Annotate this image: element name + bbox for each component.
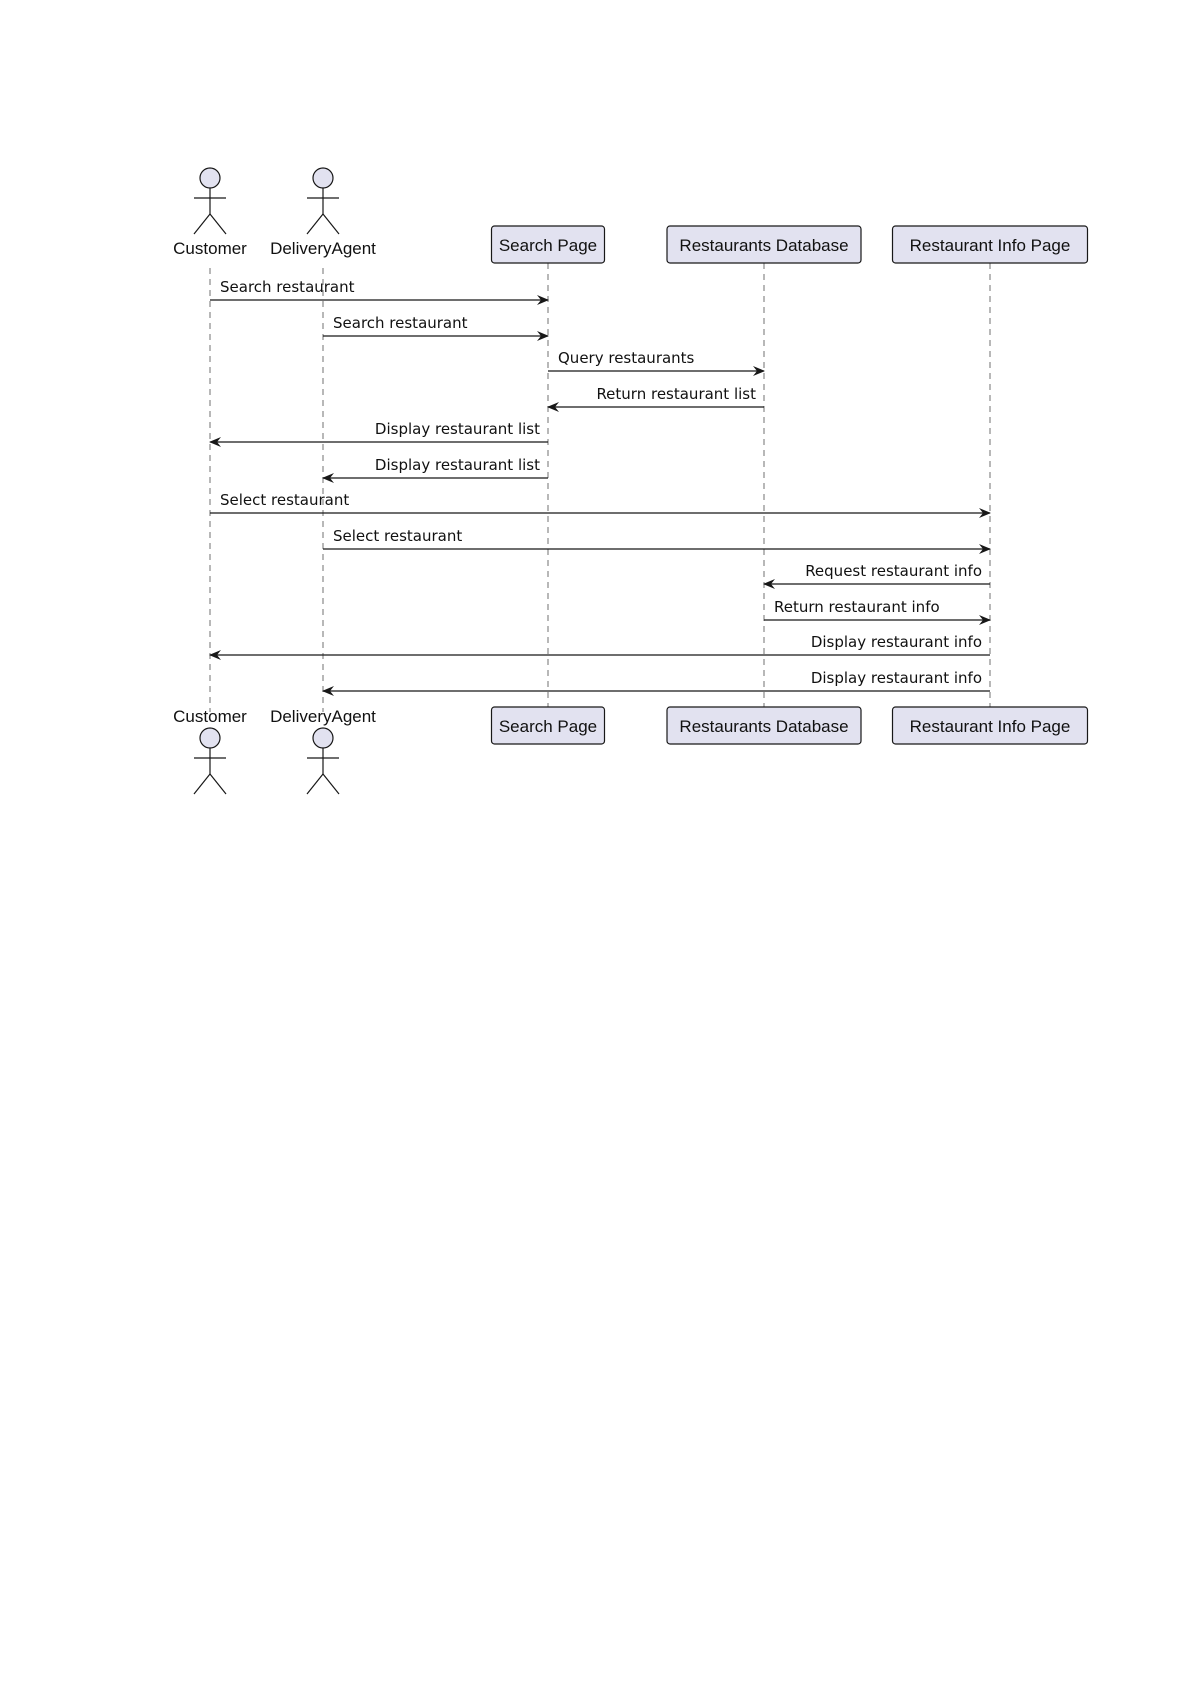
message-1 bbox=[210, 278, 548, 300]
participant-top-db bbox=[667, 226, 861, 263]
actor-left-leg bbox=[307, 214, 323, 234]
participant-bottom-search-label: Search Page bbox=[498, 717, 598, 736]
message-label: Search restaurant bbox=[220, 278, 355, 296]
actor-left-leg bbox=[307, 774, 323, 794]
message-10 bbox=[764, 598, 990, 620]
participant-bottom-customer bbox=[173, 707, 247, 794]
actor-right-leg bbox=[323, 774, 339, 794]
participant-top-customer bbox=[173, 168, 247, 258]
actor-head-icon bbox=[313, 728, 333, 748]
actor-right-leg bbox=[323, 214, 339, 234]
participant-top-agent bbox=[270, 168, 376, 258]
participant-bottom-info bbox=[893, 707, 1088, 744]
message-label: Return restaurant list bbox=[596, 385, 756, 403]
participant-top-agent-label: DeliveryAgent bbox=[270, 239, 376, 258]
actor-head-icon bbox=[200, 168, 220, 188]
participants-top bbox=[173, 168, 1087, 263]
message-label: Select restaurant bbox=[333, 527, 463, 545]
actor-left-leg bbox=[194, 214, 210, 234]
message-2 bbox=[323, 314, 548, 336]
participant-top-info bbox=[893, 226, 1088, 263]
participant-bottom-db-label: Restaurants Database bbox=[679, 717, 849, 736]
message-label: Request restaurant info bbox=[805, 562, 982, 580]
participant-top-search bbox=[492, 226, 605, 263]
message-label: Display restaurant list bbox=[374, 456, 540, 474]
message-3 bbox=[548, 349, 764, 371]
message-12 bbox=[323, 669, 990, 691]
participant-top-customer-label: Customer bbox=[173, 239, 247, 258]
messages bbox=[210, 278, 990, 691]
message-label: Query restaurants bbox=[558, 349, 695, 367]
message-label: Search restaurant bbox=[333, 314, 468, 332]
participant-bottom-info-label: Restaurant Info Page bbox=[909, 717, 1071, 736]
message-11 bbox=[210, 633, 990, 655]
message-6 bbox=[323, 456, 548, 478]
participant-bottom-agent bbox=[270, 707, 376, 794]
participant-top-info-label: Restaurant Info Page bbox=[909, 236, 1071, 255]
participant-bottom-agent-label: DeliveryAgent bbox=[270, 707, 376, 726]
actor-right-leg bbox=[210, 774, 226, 794]
message-4 bbox=[548, 385, 764, 407]
participant-bottom-customer-label: Customer bbox=[173, 707, 247, 726]
message-9 bbox=[764, 562, 990, 584]
participant-bottom-db bbox=[667, 707, 861, 744]
actor-right-leg bbox=[210, 214, 226, 234]
participant-top-search-label: Search Page bbox=[498, 236, 598, 255]
participants-bottom bbox=[173, 707, 1087, 794]
message-label: Return restaurant info bbox=[774, 598, 940, 616]
message-label: Display restaurant info bbox=[810, 633, 982, 651]
message-8 bbox=[323, 527, 990, 549]
actor-head-icon bbox=[313, 168, 333, 188]
actor-head-icon bbox=[200, 728, 220, 748]
participant-bottom-search bbox=[492, 707, 605, 744]
participant-top-db-label: Restaurants Database bbox=[679, 236, 849, 255]
message-5 bbox=[210, 420, 548, 442]
message-label: Display restaurant info bbox=[810, 669, 982, 687]
message-label: Display restaurant list bbox=[374, 420, 540, 438]
actor-left-leg bbox=[194, 774, 210, 794]
message-7 bbox=[210, 491, 990, 513]
message-label: Select restaurant bbox=[220, 491, 350, 509]
